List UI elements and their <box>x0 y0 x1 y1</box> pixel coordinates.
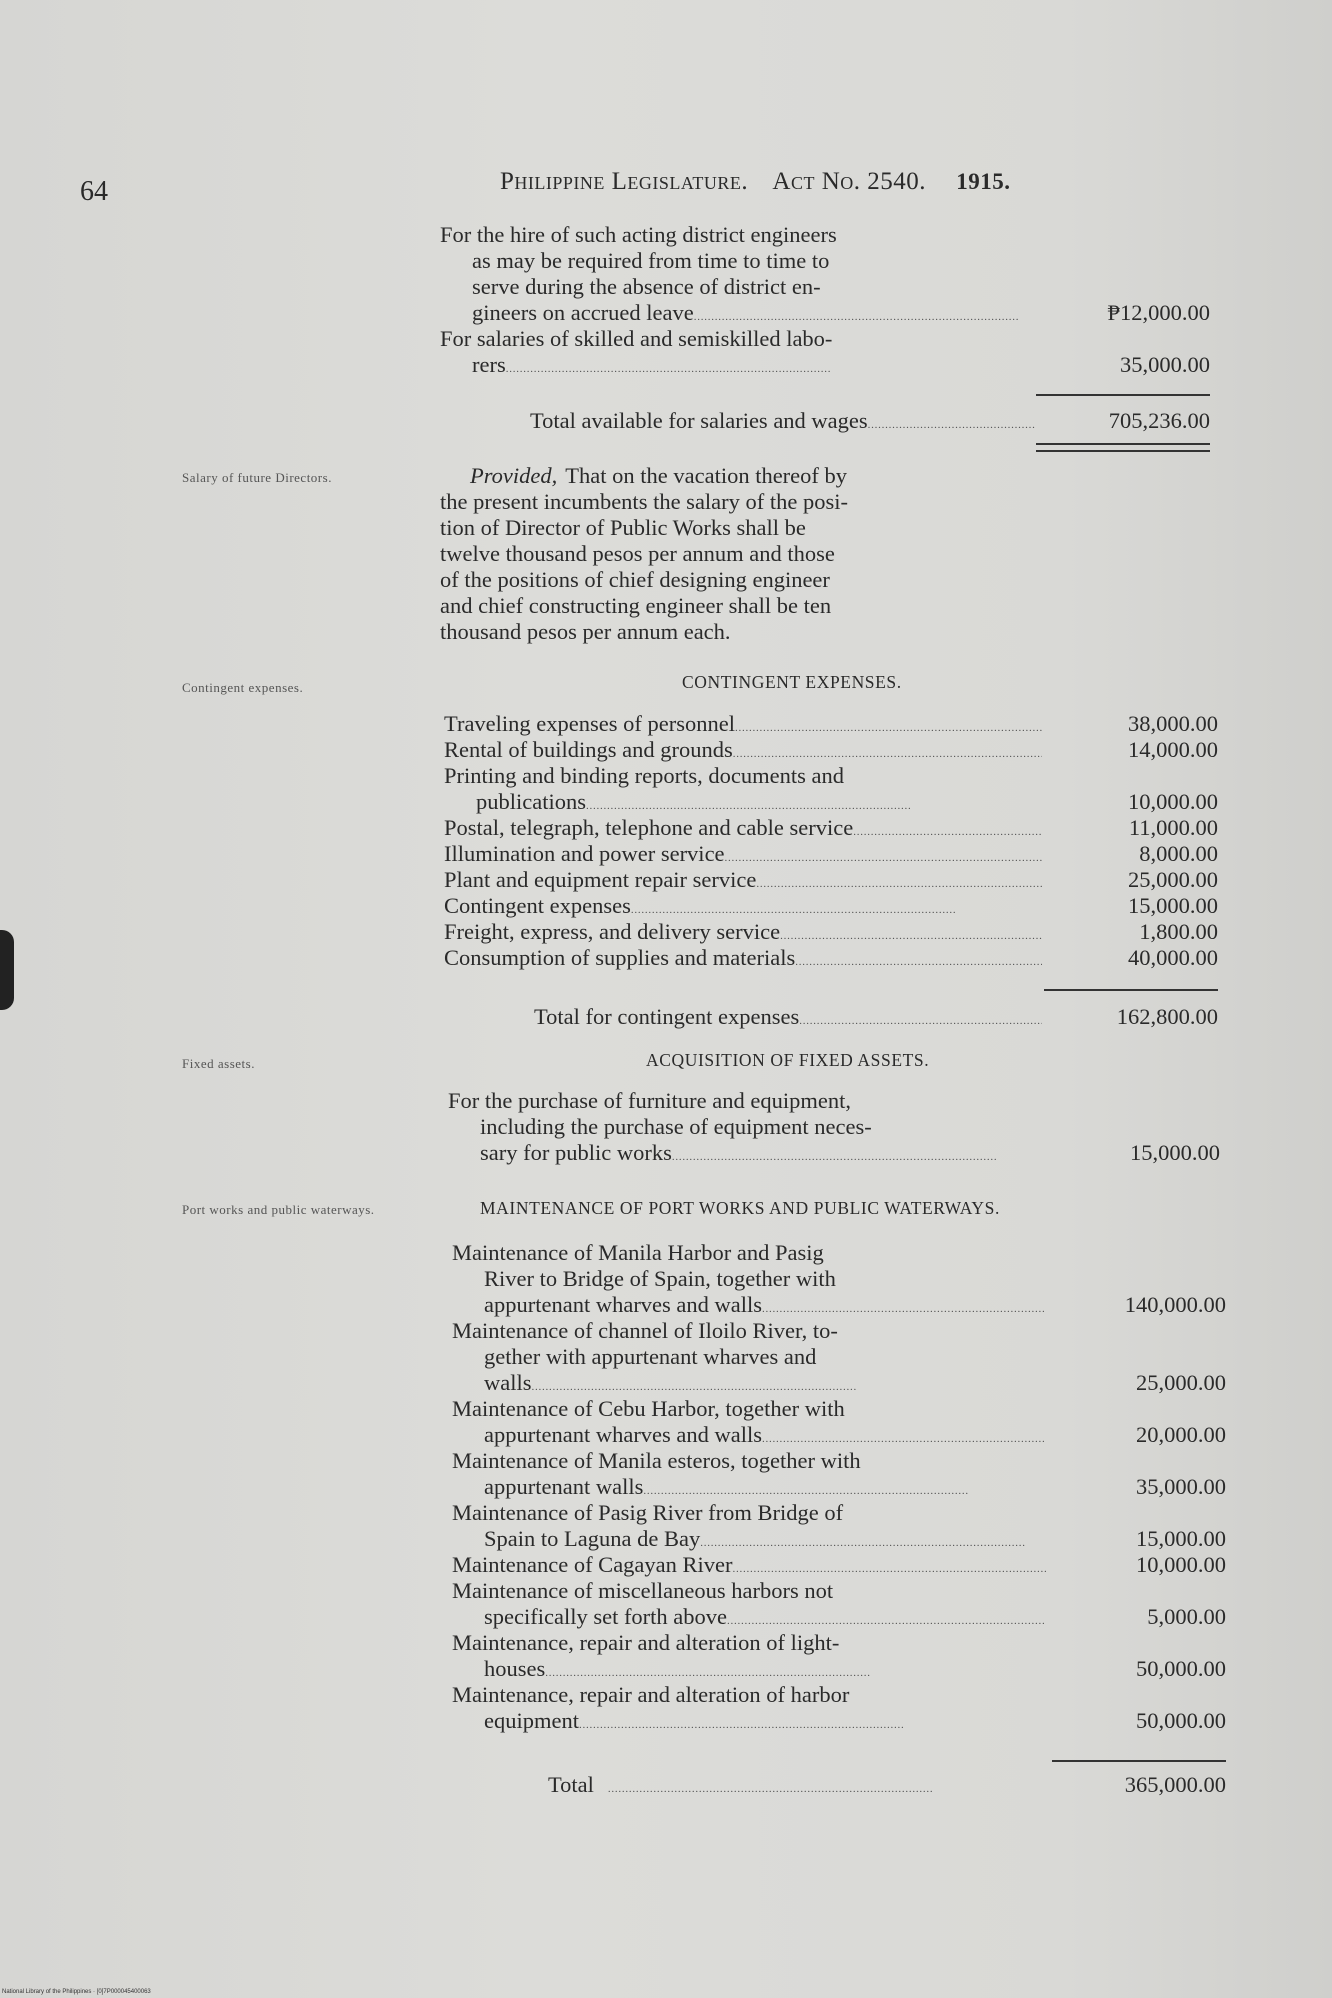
proviso-line: the present incumbents the salary of the posi- <box>440 489 849 514</box>
item-amount: 35,000.00 <box>1120 352 1210 377</box>
item-line: Maintenance of Manila Harbor and Pasig <box>452 1240 824 1265</box>
item-label: Freight, express, and delivery service <box>444 919 781 944</box>
section-heading-contingent: CONTINGENT EXPENSES. <box>682 672 902 692</box>
margin-note-contingent: Contingent expenses. <box>182 680 304 695</box>
budget-item <box>444 945 1042 975</box>
page-number: 64 <box>80 176 108 207</box>
item-line: as may be required from time to time to <box>472 248 830 273</box>
item-line: Maintenance of Manila esteros, together with <box>452 1448 861 1473</box>
item-line: houses <box>484 1656 546 1681</box>
item-amount: 15,000.00 <box>1130 1140 1220 1165</box>
leader-dots <box>799 1004 1042 1034</box>
item-line: River to Bridge of Spain, together with <box>484 1266 836 1291</box>
item-amount: 50,000.00 <box>1136 1708 1226 1733</box>
budget-item <box>452 1240 1046 1322</box>
margin-note-port: Port works and public waterways. <box>182 1202 375 1217</box>
budget-item <box>452 1500 1046 1556</box>
item-amount: ₱12,000.00 <box>1107 300 1210 325</box>
budget-item <box>440 326 1036 382</box>
item-line: For salaries of skilled and semiskilled labo- <box>440 326 833 351</box>
item-amount: 50,000.00 <box>1136 1656 1226 1681</box>
item-amount: 10,000.00 <box>1128 789 1218 814</box>
proviso-line: twelve thousand pesos per annum and those <box>440 541 835 566</box>
item-label: Postal, telegraph, telephone and cable service <box>444 815 854 840</box>
item-line: Maintenance, repair and alteration of harbor <box>452 1682 850 1707</box>
total-line <box>530 408 1036 438</box>
item-amount: 14,000.00 <box>1128 737 1218 762</box>
item-line: Maintenance of channel of Iloilo River, to- <box>452 1318 838 1343</box>
item-amount: 40,000.00 <box>1128 945 1218 970</box>
item-label: Illumination and power service <box>444 841 725 866</box>
item-amount: 15,000.00 <box>1136 1526 1226 1551</box>
section-heading-fixed: ACQUISITION OF FIXED ASSETS. <box>646 1050 930 1070</box>
item-line: Maintenance, repair and alteration of light- <box>452 1630 840 1655</box>
budget-item <box>452 1578 1046 1634</box>
budget-item <box>452 1682 1046 1738</box>
section-heading-port: MAINTENANCE OF PORT WORKS AND PUBLIC WATERWAYS. <box>480 1198 1000 1218</box>
proviso-line: and chief constructing engineer shall be ten <box>440 593 832 618</box>
item-label: Contingent expenses <box>444 893 631 918</box>
item-line: walls <box>484 1370 532 1395</box>
total-amount: 705,236.00 <box>1108 408 1210 433</box>
proviso-line: of the positions of chief designing engineer <box>440 567 830 592</box>
proviso-line: tion of Director of Public Works shall be <box>440 515 806 540</box>
item-label: Consumption of supplies and materials <box>444 945 796 970</box>
item-amount: 38,000.00 <box>1128 711 1218 736</box>
act-year: 1915. <box>956 169 1011 194</box>
leader-dots <box>672 1140 1046 1170</box>
item-line: equipment <box>484 1708 579 1733</box>
item-line: appurtenant walls <box>484 1474 644 1499</box>
total-amount: 162,800.00 <box>1116 1004 1218 1029</box>
item-amount: 140,000.00 <box>1124 1292 1226 1317</box>
item-amount: 8,000.00 <box>1139 841 1218 866</box>
leader-dots <box>868 408 1036 438</box>
item-line: Spain to Laguna de Bay <box>484 1526 701 1551</box>
total-label: Total for contingent expenses <box>534 1004 800 1029</box>
margin-note-salary: Salary of future Directors. <box>182 470 332 485</box>
item-amount: 25,000.00 <box>1136 1370 1226 1395</box>
item-label: Rental of buildings and grounds <box>444 737 733 762</box>
leader-dots <box>795 945 1042 975</box>
budget-item <box>444 763 1042 819</box>
item-amount: 1,800.00 <box>1139 919 1218 944</box>
item-line: Printing and binding reports, documents and <box>444 763 844 788</box>
leader-dots <box>608 1772 1046 1802</box>
item-amount: 25,000.00 <box>1128 867 1218 892</box>
total-double-rule <box>1036 443 1210 452</box>
item-amount: 35,000.00 <box>1136 1474 1226 1499</box>
item-line: specifically set forth above <box>484 1604 728 1629</box>
total-label: Total <box>548 1772 594 1797</box>
margin-note-fixed: Fixed assets. <box>182 1056 255 1071</box>
subtotal-rule <box>1052 1760 1226 1762</box>
total-line <box>534 1004 1042 1034</box>
item-label: Traveling expenses of personnel <box>444 711 735 736</box>
running-head <box>500 168 1011 196</box>
proviso-line: thousand pesos per annum each. <box>440 619 731 644</box>
item-line: including the purchase of equipment neces- <box>480 1114 872 1139</box>
item-amount: 15,000.00 <box>1128 893 1218 918</box>
scan-edge-blot <box>0 930 14 1010</box>
subtotal-rule <box>1036 394 1210 396</box>
item-line: publications <box>476 789 586 814</box>
item-amount: 10,000.00 <box>1136 1552 1226 1577</box>
item-label: Maintenance of Cagayan River <box>452 1552 733 1577</box>
item-line: appurtenant wharves and walls <box>484 1422 763 1447</box>
total-line <box>548 1772 1046 1802</box>
item-line: appurtenant wharves and walls <box>484 1292 763 1317</box>
budget-item <box>452 1448 1046 1504</box>
legislature-title: Philippine Legislature. <box>500 168 749 195</box>
item-amount: 11,000.00 <box>1128 815 1218 840</box>
item-line: gether with appurtenant wharves and <box>484 1344 817 1369</box>
act-number: Act No. 2540. <box>772 168 927 195</box>
leader-dots <box>579 1708 1046 1738</box>
proviso-paragraph <box>440 463 1036 645</box>
item-line: gineers on accrued leave <box>472 300 694 325</box>
item-line: sary for public works <box>480 1140 672 1165</box>
item-amount: 5,000.00 <box>1147 1604 1226 1629</box>
item-line: For the hire of such acting district engineers <box>440 222 837 247</box>
budget-item <box>440 222 1036 330</box>
leader-dots <box>506 352 1036 382</box>
subtotal-rule <box>1044 989 1218 991</box>
item-line: Maintenance of Pasig River from Bridge of <box>452 1500 844 1525</box>
item-line: Maintenance of miscellaneous harbors not <box>452 1578 834 1603</box>
item-line: Maintenance of Cebu Harbor, together with <box>452 1396 845 1421</box>
proviso-lead: Provided, <box>470 463 558 488</box>
scan-footer: National Library of the Philippines · [0]7P000045400063 <box>2 1989 151 1995</box>
budget-item <box>452 1318 1046 1400</box>
budget-item <box>452 1396 1046 1452</box>
item-line: rers <box>472 352 506 377</box>
proviso-line: That on the vacation thereof by <box>565 463 848 488</box>
item-amount: 20,000.00 <box>1136 1422 1226 1447</box>
item-line: serve during the absence of district en- <box>472 274 821 299</box>
total-label: Total available for salaries and wages <box>530 408 868 433</box>
item-label: Plant and equipment repair service <box>444 867 757 892</box>
total-amount: 365,000.00 <box>1124 1772 1226 1797</box>
budget-item <box>448 1088 1046 1170</box>
budget-item <box>452 1630 1046 1686</box>
item-line: For the purchase of furniture and equipment, <box>448 1088 852 1113</box>
